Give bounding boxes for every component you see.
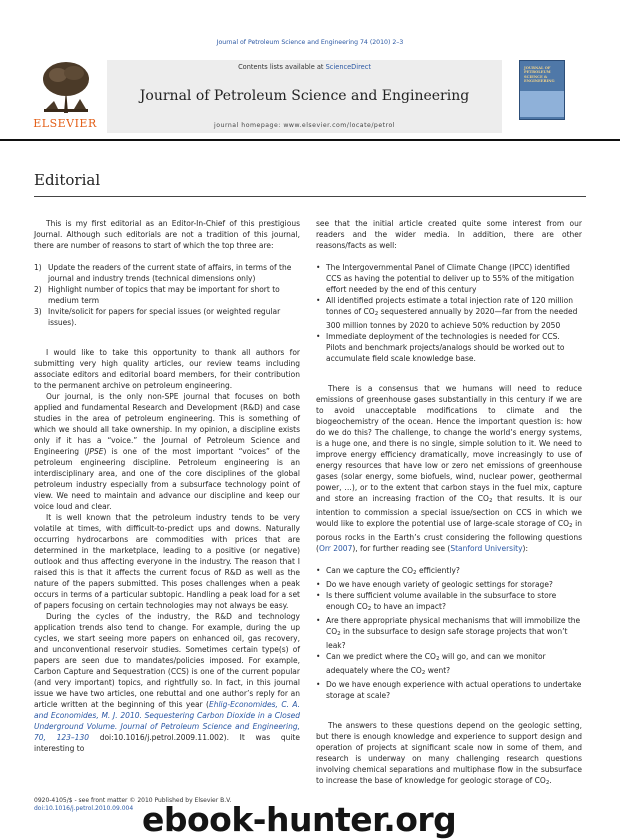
volatility-paragraph: It is well known that the petroleum industry tends to be very volatile at times, with difficult-to-predict ups and downs. Naturally occurring hydrocarbons are commodities with prices that are determined in the marketplace, leading to a positive (or negative) outlook and thus affecting everyone in the industry. The reason that I raised this is that it affects the current focus of R&D as well as the nature of the papers submitted. This poses challenges when a peak occurs in terms of a particular subtopic. Handling a peak load for a set of papers focusing on certain technologies may not always be easy. [34, 513, 300, 610]
question-item: • Can we capture the CO2 efficiently? [316, 565, 582, 579]
orr-2007-link[interactable]: Orr 2007 [318, 544, 353, 553]
question-item: • Do we have enough variety of geologic settings for storage? [316, 579, 582, 590]
questions-list [316, 565, 582, 701]
numbered-item: 3) Invite/solicit for papers for special issues (or weighted regular issues). [34, 307, 281, 327]
journal-title: Journal of Petroleum Science and Engineering [139, 88, 470, 104]
watermark: ebook-hunter.org [142, 800, 457, 839]
elsevier-wordmark: ELSEVIER [33, 117, 97, 130]
numbered-item: 1) Update the readers of the current state of affairs, in terms of the journal and industry trends (technical dimensions only) [34, 263, 292, 283]
answers-paragraph: The answers to these questions depend on the geologic setting, but there is enough knowledge and experience to support design and operation of projects at significant scale now in some of them, and research is underway on many challenging research questions involving chemical separations and multiphase flow in the subsurface to increase the base of knowledge for geologic storage of CO2. [316, 721, 582, 786]
question-item: • Is there sufficient volume available in the subsurface to store enough CO2 to have an impact? [316, 590, 582, 615]
elsevier-logo[interactable] [26, 57, 104, 135]
doi-link[interactable]: doi:10.1016/j.petrol.2010.09.004 [34, 805, 134, 812]
stanford-link[interactable]: Stanford University [450, 544, 523, 553]
question-item: • Can we predict where the CO2 will go, and can we monitor adequately where the CO2 went? [316, 651, 582, 679]
fact-item: • Immediate deployment of the technologies is needed for CCS. Pilots and benchmark projects/analogs should be worked out to accumulate field scale knowledge base. [316, 331, 582, 364]
journal-cover-thumbnail[interactable] [519, 60, 565, 120]
journal-citation[interactable]: Journal of Petroleum Science and Engineering 74 (2010) 2–3 [216, 39, 404, 46]
cover-image-band [520, 91, 564, 117]
consensus-paragraph: There is a consensus that we humans will need to reduce emissions of greenhouse gases substantially in this century if we are to avoid unacceptable modifications to climate and the biogeochemistry of the ocean. Hence the important question is: how do we do this? The challenge, to change the world’s energy systems, is a huge one, and there is no single, simple solution to it. We need to improve energy efficiency dramatically, move increasingly to use of energy resources that have low or zero net emissions of greenhouse gases (solar energy, some biofuels, wind, nuclear power, geothermal power, …), or to the extent that carbon stays in the fuel mix, capture and store an increasing fraction of the CO2 that results. It is our intention to commission a special issue/section on CCS in which we would like to explore the potential use of large-scale storage of CO2 in porous rocks in the Earth’s crust considering the following questions (Orr 2007), for further reading see (Stanford University): [316, 384, 582, 553]
reference-link[interactable]: Ehlig-Economides, C. A. and Economides, M. J. 2010. Sequestering Carbon Dioxide in a Closed Underground Volume. Journal of Petroleum Science and Engineering, 70, 123–130 [34, 700, 300, 742]
journal-homepage[interactable]: journal homepage: www.elsevier.com/locate/petrol [214, 122, 395, 129]
section-divider [34, 196, 586, 197]
question-item: • Do we have enough experience with actual operations to undertake storage at scale? [316, 679, 582, 701]
issn-line: 0920-4105/$ - see front matter © 2010 Published by Elsevier B.V. [34, 797, 232, 804]
header-divider [0, 139, 620, 141]
section-title: Editorial [34, 171, 101, 189]
cycles-paragraph: During the cycles of the industry, the R&D and technology application trends also tend to change. For example, during the up cycles, we start seeing more papers on enhanced oil, gas recovery, and unconventional reservoir studies. Sometimes certain type(s) of papers are seen due to mandates/policies imposed. For example, Carbon Capture and Sequestration (CCS) is one of the current popular (and very important) topics, and rightfully so. In fact, in this journal issue we have two articles, one rebuttal and one author’s reply for an article written at the beginning of this year (Ehlig-Economides, C. A. and Economides, M. J. 2010. Sequestering Carbon Dioxide in a Closed Underground Volume. Journal of Petroleum Science and Engineering, 70, 123–130 doi:10.1016/j.petrol.2009.11.002). It was quite interesting to [34, 612, 300, 753]
contents-prefix: Contents lists available at [238, 63, 326, 71]
intro-paragraph: This is my first editorial as an Editor-In-Chief of this prestigious Journal. Although such editorials are not a tradition of this journal, there are number of reasons to start of which the top three are: [34, 219, 300, 250]
journal-paragraph: Our journal, is the only non-SPE journal that focuses on both applied and fundamental Research and Development (R&D) and case studies in the area of petroleum engineering. This is something of which we should all take ownership. In my opinion, a discipline exists only if it has a “voice.” the Journal of Petroleum Science and Engineering (JPSE) is one of the most important “voices” of the petroleum engineering discipline. Petroleum engineering is an interdisciplinary area, and one of the core disciplines of the global petroleum industry especially from a subsurface technology point of view. We need to maintain and advance our discipline and keep our voice loud and clear. [34, 392, 300, 511]
continuation-paragraph: see that the initial article created quite some interest from our readers and the wider media. In addition, there are other reasons/facts as well: [316, 219, 582, 250]
fact-item: • The Intergovernmental Panel of Climate Change (IPCC) identified CCS as having the potential to deliver up to 55% of the mitigation effort needed by the end of this century [316, 262, 582, 295]
facts-list [316, 262, 582, 364]
contents-availability [107, 63, 502, 71]
left-column [34, 218, 300, 754]
sciencedirect-link[interactable]: ScienceDirect [325, 63, 371, 71]
numbered-list [34, 262, 300, 328]
fact-item: • All identified projects estimate a total injection rate of 120 million tonnes of CO2 sequestered annually by 2020—far from the needed 300 million tonnes by 2020 to achieve 50% reduction by 2050 [316, 295, 582, 331]
numbered-item: 2) Highlight number of topics that may be important for short to medium term [34, 285, 280, 305]
elsevier-tree-icon [40, 59, 92, 115]
cover-title: JOURNAL OF PETROLEUM SCIENCE & ENGINEERING [524, 66, 555, 83]
thanks-paragraph: I would like to take this opportunity to thank all authors for submitting very high quality articles, our review teams including associate editors and editorial board members, for their contribution to the permanent archive on petroleum engineering. [34, 348, 300, 390]
right-column [316, 218, 582, 789]
question-item: • Are there appropriate physical mechanisms that will immobilize the CO2 in the subsurface to design safe storage projects that won’t leak? [316, 615, 582, 651]
